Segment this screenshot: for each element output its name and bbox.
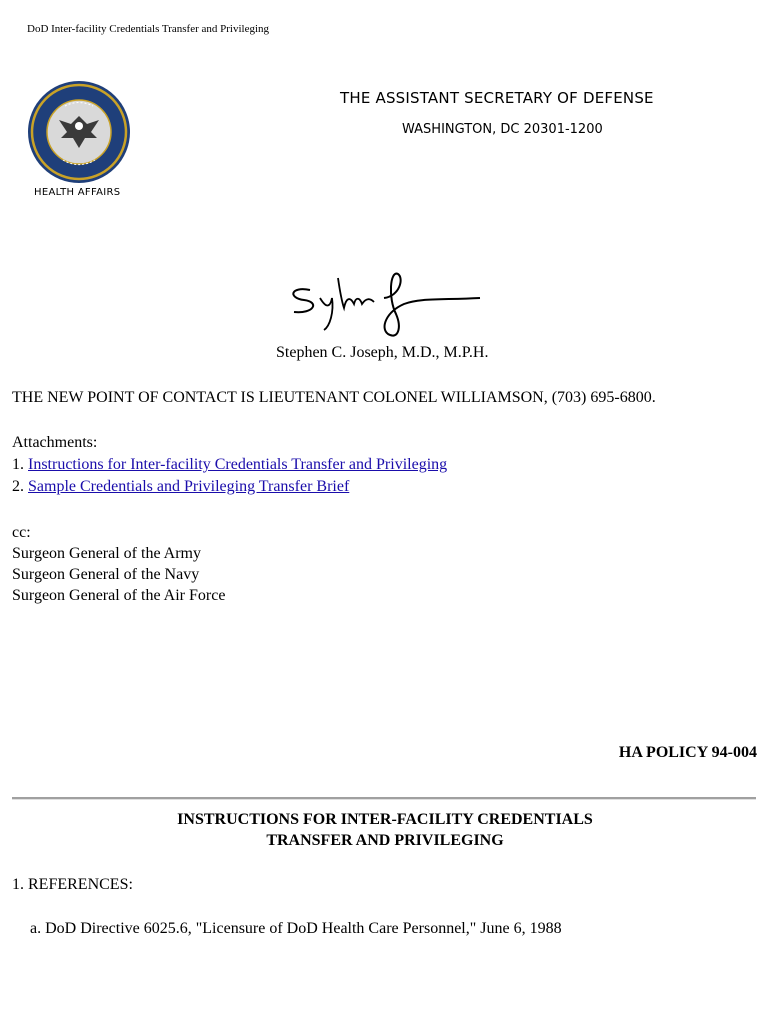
attachment-number: 2. xyxy=(12,478,24,495)
cc-section xyxy=(12,522,225,606)
attachments-heading: Attachments: xyxy=(12,434,98,451)
cc-recipient: Surgeon General of the Army xyxy=(12,545,201,562)
references-heading: 1. REFERENCES: xyxy=(12,876,133,893)
point-of-contact-notice: THE NEW POINT OF CONTACT IS LIEUTENANT COLONEL WILLIAMSON, (703) 695-6800. xyxy=(12,389,656,406)
office-title: THE ASSISTANT SECRETARY OF DEFENSE xyxy=(340,89,654,107)
attachments-section xyxy=(12,432,447,498)
attachment-link-sample-brief[interactable]: Sample Credentials and Privileging Transfer Brief xyxy=(28,478,350,495)
instructions-title-line2: TRANSFER AND PRIVILEGING xyxy=(266,832,504,849)
attachment-link-instructions[interactable]: Instructions for Inter-facility Credentials Transfer and Privileging xyxy=(28,456,448,473)
reference-item-a: a. DoD Directive 6025.6, "Licensure of DoD Health Care Personnel," June 6, 1988 xyxy=(30,920,562,937)
office-address: WASHINGTON, DC 20301-1200 xyxy=(402,122,603,137)
dod-seal-logo xyxy=(27,80,131,184)
policy-number: HA POLICY 94-004 xyxy=(618,744,757,761)
signer-name: Stephen C. Joseph, M.D., M.P.H. xyxy=(276,344,489,361)
cc-recipient: Surgeon General of the Air Force xyxy=(12,587,226,604)
handwritten-signature xyxy=(280,268,490,343)
attachment-item xyxy=(12,454,447,476)
attachment-item xyxy=(12,476,447,498)
instructions-title-line1: INSTRUCTIONS FOR INTER-FACILITY CREDENTIALS xyxy=(177,811,593,828)
page-running-header: DoD Inter-facility Credentials Transfer and Privileging xyxy=(27,23,270,35)
cc-recipient: Surgeon General of the Navy xyxy=(12,566,200,583)
cc-heading: cc: xyxy=(12,524,31,541)
horizontal-divider xyxy=(12,797,756,800)
attachment-number: 1. xyxy=(12,456,24,473)
seal-caption: HEALTH AFFAIRS xyxy=(34,187,121,198)
instructions-title xyxy=(0,809,770,851)
